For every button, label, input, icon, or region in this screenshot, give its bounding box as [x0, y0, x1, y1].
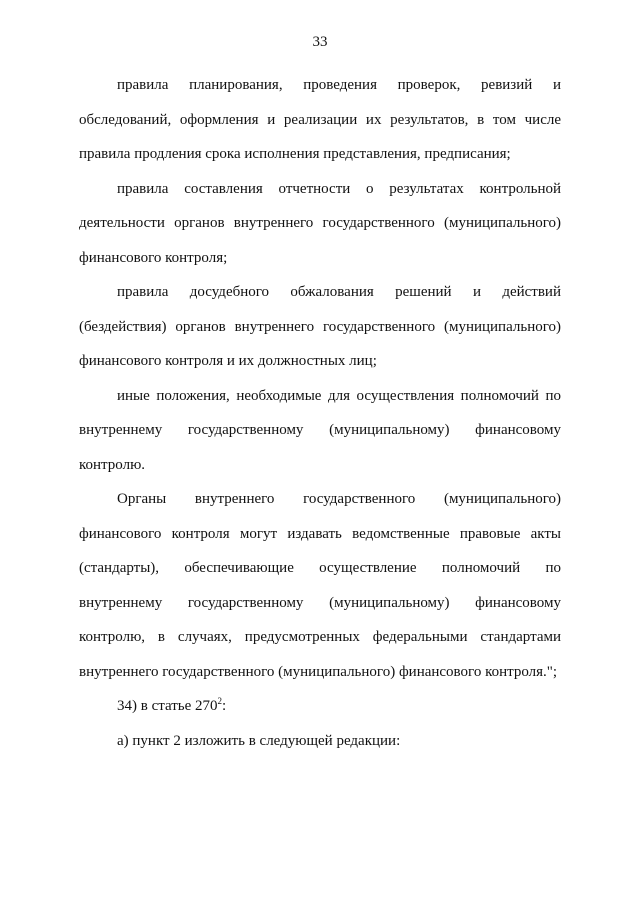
paragraph-reporting-rules: правила составления отчетности о результатах контрольной деятельности органов внутреннего государственного (муниципального) финансового контроля;: [79, 180, 561, 266]
article-item-prefix: 34) в статье 270: [117, 698, 218, 714]
subitem-a: а) пункт 2 изложить в следующей редакции:: [117, 732, 401, 749]
paragraph-appeal-rules: правила досудебного обжалования решений и действий (бездействия) органов внутреннего государственного (муниципального) финансового контроля и их должностных лиц;: [79, 284, 561, 369]
document-body: [79, 68, 561, 758]
paragraph-other-provisions: иные положения, необходимые для осуществления полномочий по внутреннему государственному (муниципальному) финансовому контролю.: [79, 387, 561, 473]
page-number: 33: [312, 34, 328, 50]
paragraph-planning-rules: правила планирования, проведения проверок, ревизий и обследований, оформления и реализации их результатов, в том числе правила продления срока исполнения представления, предписания;: [79, 77, 561, 162]
article-item-34: [79, 689, 561, 724]
article-item-superscript: 2: [217, 696, 223, 706]
paragraph-departmental-acts: Органы внутреннего государственного (муниципального) финансового контроля могут издавать ведомственные правовые акты (стандарты), обеспечивающие осуществление полномочий по внутреннему государственному (муниципальному) финансовому контролю, в случаях, предусмотренных федеральными стандартами внутреннего государственного (муниципального) финансового контроля.";: [79, 491, 561, 680]
article-item-suffix: :: [222, 698, 227, 714]
